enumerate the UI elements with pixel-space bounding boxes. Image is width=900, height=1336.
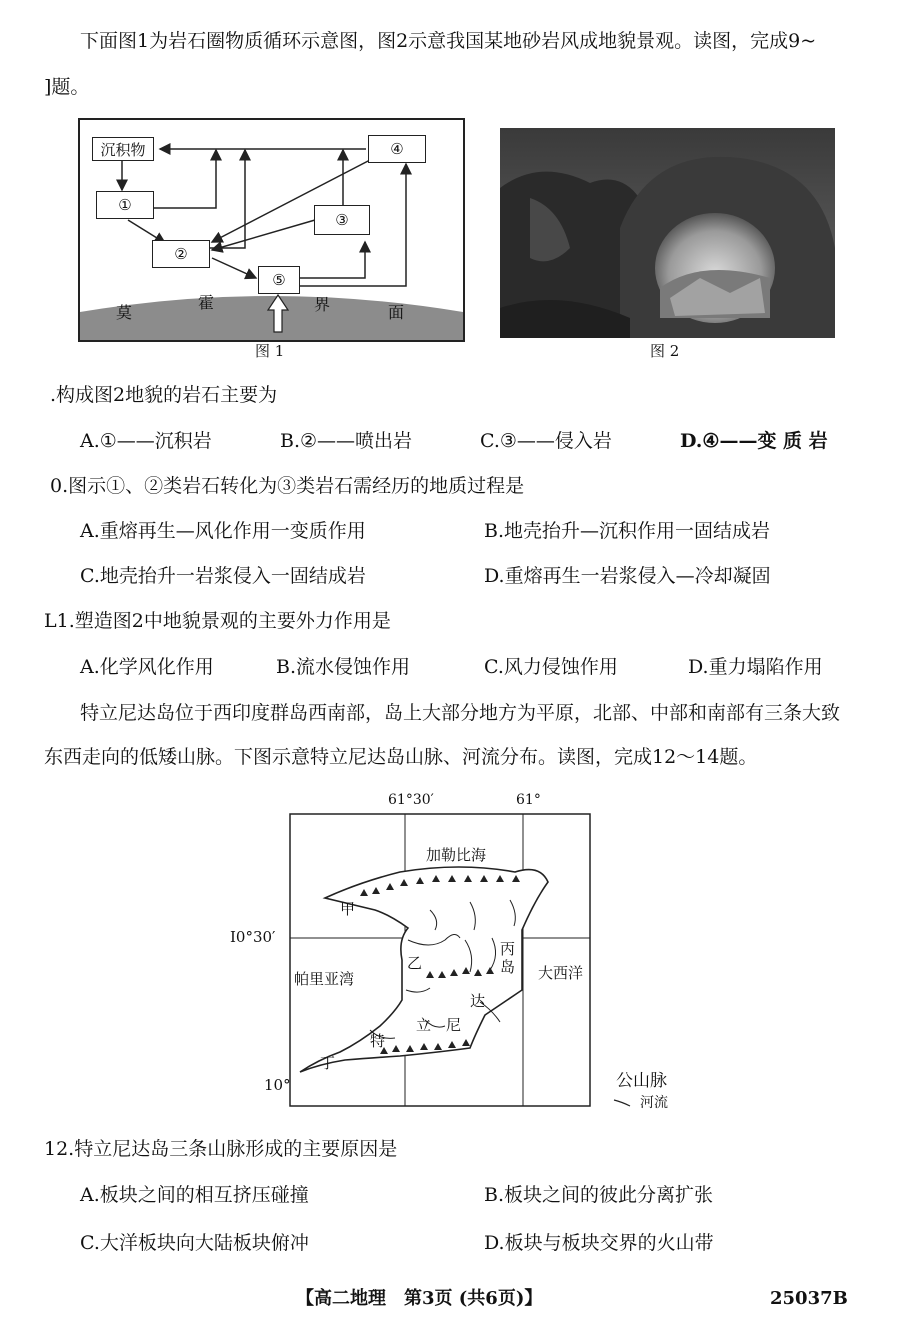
rock-box-4: ④ [368,135,426,163]
map-lat-label-2: 10° [264,1076,291,1094]
figure1-caption: 图 1 [255,342,285,360]
moho-label-2: 霍 [198,293,215,312]
label-bing: 丙 [500,940,516,958]
trinidad-map [230,790,668,1120]
intro-text-line2: ]题。 [44,76,90,98]
q11-option-c: C.风力侵蚀作用 [484,656,618,678]
q9-stem: .构成图2地貌的岩石主要为 [50,384,278,406]
magma-box-5: ⑤ [258,266,300,294]
label-da: 达 [470,992,486,1010]
map-lon-label-1: 61°30′ [388,792,434,808]
q9-option-d: D.④——变 质 岩 [680,430,828,452]
q9-option-c: C.③——侵入岩 [480,430,612,452]
footer-page-title: 【高二地理 第3页 (共6页)】 [296,1288,543,1309]
intro2-line1: 特立尼达岛位于西印度群岛西南部，岛上大部分地方为平原，北部、中部和南部有三条大致 [80,702,841,724]
q12-option-c: C.大洋板块向大陆板块俯冲 [80,1232,309,1254]
gulf-of-paria-label: 帕里亚湾 [294,970,355,988]
label-dao: 岛 [500,958,516,976]
rock-box-3: ③ [314,205,370,235]
intro-text-line1: 下面图1为岩石圈物质循环示意图，图2示意我国某地砂岩风成地貌景观。读图，完成9~ [80,30,817,52]
legend-river: 河流 [640,1095,668,1111]
figure1-rock-cycle [78,118,465,342]
sediment-box: 沉积物 [92,137,154,161]
q12-option-d: D.板块与板块交界的火山带 [484,1232,714,1254]
moho-label-4: 面 [388,303,405,322]
footer-paper-code: 25037B [770,1288,848,1309]
q10-option-a: A.重熔再生—风化作用一变质作用 [80,520,366,542]
caribbean-sea-label: 加勒比海 [426,846,487,864]
q12-option-b: B.板块之间的彼此分离扩张 [484,1184,714,1206]
legend-river-icon [612,1096,632,1110]
q10-stem: 0.图示①、②类岩石转化为③类岩石需经历的地质过程是 [50,475,525,497]
rock-box-1: ① [96,191,154,219]
q12-stem: 12.特立尼达岛三条山脉形成的主要原因是 [44,1138,398,1160]
legend-mountain: 公山脉 [616,1071,667,1091]
trinidad-map-drawing [230,790,630,1120]
label-te: 特 [370,1032,386,1050]
moho-label-1: 莫 [116,303,133,322]
q10-option-d: D.重熔再生一岩浆侵入—冷却凝固 [484,565,771,587]
figure2-photo [500,128,835,338]
q10-option-b: B.地壳抬升—沉积作用一固结成岩 [484,520,771,542]
q11-option-b: B.流水侵蚀作用 [276,656,411,678]
q11-option-d: D.重力塌陷作用 [688,656,823,678]
label-ding: 丁 [320,1054,336,1072]
label-ni: 尼 [446,1016,462,1034]
q9-option-b: B.②——喷出岩 [280,430,413,452]
sandstone-arch-photo [500,128,835,338]
rock-box-2: ② [152,240,210,268]
q11-stem: L1.塑造图2中地貌景观的主要外力作用是 [44,610,391,632]
q9-option-a: A.①——沉积岩 [80,430,212,452]
q11-option-a: A.化学风化作用 [80,656,214,678]
label-yi: 乙 [407,954,423,972]
intro2-line2: 东西走向的低矮山脉。下图示意特立尼达岛山脉、河流分布。读图，完成12～14题。 [44,746,758,768]
label-jia: 甲 [340,900,356,918]
map-lat-label-1: I0°30′ [230,928,276,946]
moho-label-3: 界 [314,295,331,314]
figure2-caption: 图 2 [650,342,680,360]
q12-option-a: A.板块之间的相互挤压碰撞 [80,1184,309,1206]
label-li: 立 [416,1016,432,1034]
q10-option-c: C.地壳抬升一岩浆侵入一固结成岩 [80,565,366,587]
atlantic-ocean-label: 大西洋 [538,964,584,982]
map-lon-label-2: 61° [516,792,541,808]
